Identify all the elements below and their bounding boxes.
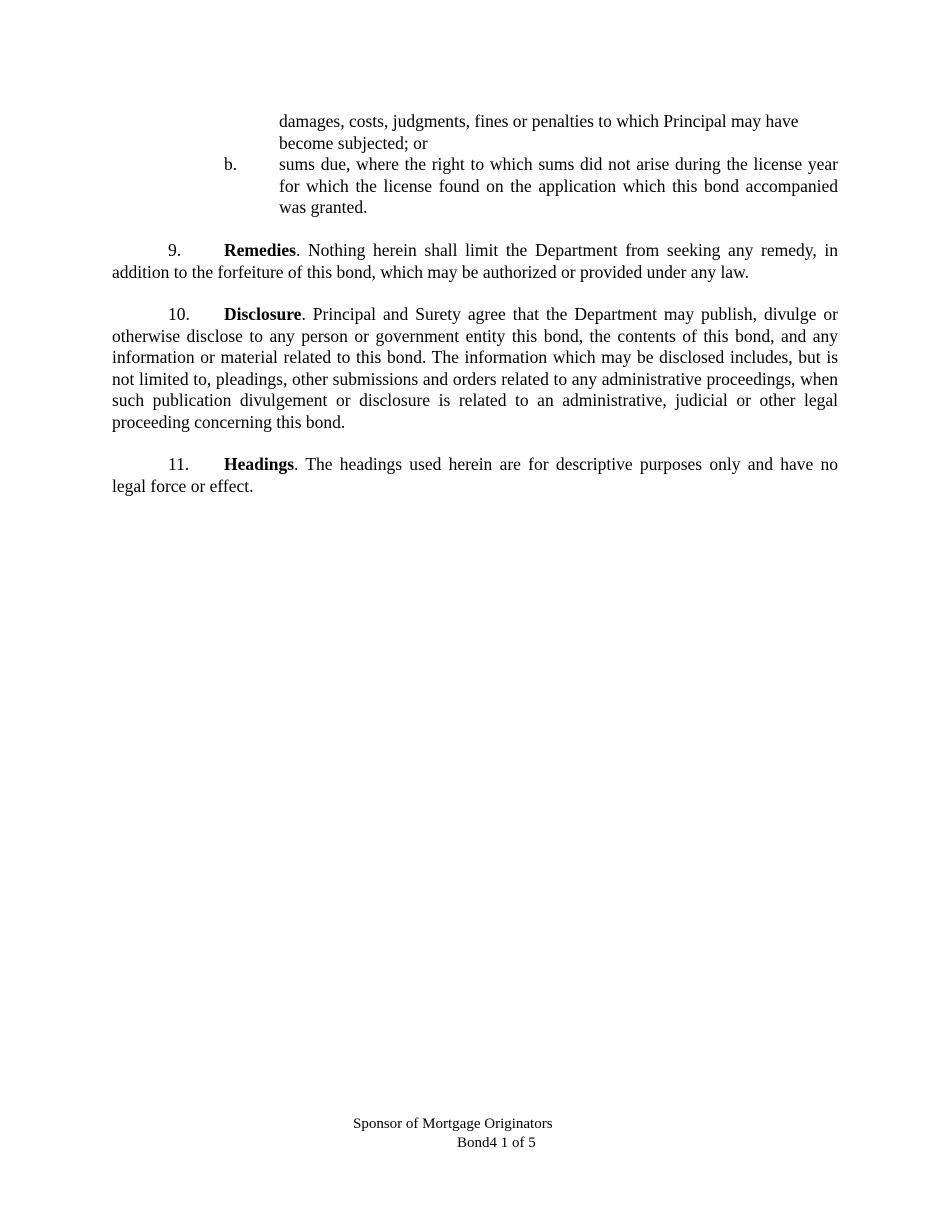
section-heading: Disclosure: [224, 304, 302, 324]
section-heading: Headings: [224, 454, 295, 474]
section-10-disclosure: [112, 304, 838, 434]
subitem-a-continuation: damages, costs, judgments, fines or penalties to which Principal may have become subjected; or: [279, 111, 799, 153]
subitem-b-letter: b.: [224, 154, 238, 174]
footer-page-label: Bond4 1 of 5: [457, 1135, 536, 1151]
section-text: . Principal and Surety agree that the Department may publish, divulge or otherwise disclose to any person or government entity this bond, the contents of this bond, and any information or material related to this bond. The information which may be disclosed includes, but is not limited to, pleadings, other submissions and orders related to any administrative proceedings, when such publication divulgement or disclosure is related to an administrative, judicial or other legal proceeding concerning this bond.: [112, 304, 838, 432]
section-9-remedies: [112, 240, 838, 283]
footer-form-title: Sponsor of Mortgage Originators: [353, 1116, 553, 1132]
section-text: . Nothing herein shall limit the Department from seeking any remedy, in addition to the forfeiture of this bond, which may be authorized or provided under any law.: [112, 240, 838, 282]
section-number: 9.: [168, 240, 182, 260]
section-number: 10.: [168, 304, 190, 324]
section-number: 11.: [168, 454, 190, 474]
subitem-b-text: sums due, where the right to which sums did not arise during the license year for which the license found on the application which this bond accompanied was granted.: [279, 154, 838, 218]
section-11-headings: [112, 454, 838, 497]
section-heading: Remedies: [224, 240, 296, 260]
section-text: . The headings used herein are for descriptive purposes only and have no legal force or effect.: [112, 454, 838, 496]
